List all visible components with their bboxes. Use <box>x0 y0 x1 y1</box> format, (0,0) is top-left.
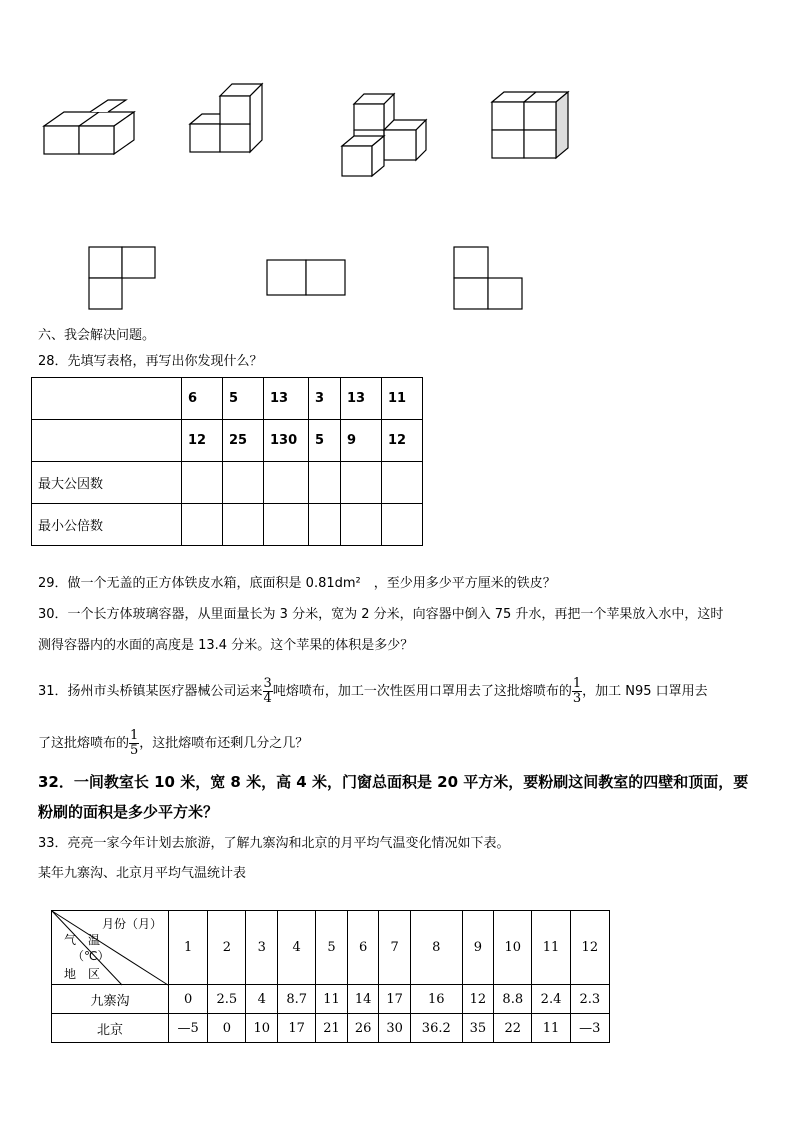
fraction-numerator: 3 <box>263 676 272 691</box>
cube-figure-4 <box>490 88 570 163</box>
q28-cell: 11 <box>382 378 423 420</box>
answer-cell[interactable] <box>223 504 264 546</box>
fraction-denominator: 4 <box>263 691 272 706</box>
q28-prompt: 28．先填写表格，再写出你发现什么？ <box>38 354 263 369</box>
month-header: 2 <box>208 911 246 985</box>
q28-cell: 12 <box>382 420 423 462</box>
fraction-denominator: 5 <box>130 743 139 758</box>
q31-part3: ，加工 N95 口罩用去 <box>582 684 708 699</box>
diagonal-header-cell <box>52 911 169 985</box>
header-month: 月份（月） <box>102 917 163 931</box>
month-header: 8 <box>410 911 462 985</box>
q28-cell: 5 <box>223 378 264 420</box>
q28-cell: 6 <box>182 378 223 420</box>
q28-gcd-label: 最大公因数 <box>32 462 182 504</box>
view-shape-1 <box>88 246 158 311</box>
q28-cell: 5 <box>309 420 341 462</box>
temp-cell: 36.2 <box>410 1014 462 1043</box>
temp-cell: —3 <box>570 1014 609 1043</box>
answer-cell[interactable] <box>182 462 223 504</box>
temp-cell: 0 <box>208 1014 246 1043</box>
q31-part5: ，这批熔喷布还剩几分之几？ <box>139 736 309 751</box>
month-header: 9 <box>462 911 494 985</box>
q31-line1 <box>38 674 708 710</box>
q28-cell: 12 <box>182 420 223 462</box>
temp-cell: 14 <box>347 985 379 1014</box>
q28-table <box>31 377 423 546</box>
answer-cell[interactable] <box>309 462 341 504</box>
temp-cell: 16 <box>410 985 462 1014</box>
region-label: 九寨沟 <box>52 985 169 1014</box>
q31-part1: 31．扬州市头桥镇某医疗器械公司运来 <box>38 684 263 699</box>
q30-line1: 30．一个长方体玻璃容器，从里面量长为 3 分米，宽为 2 分米，向容器中倒入 75 升水，再把一个苹果放入水中，这时 <box>38 607 724 622</box>
header-temp: 气 温 <box>64 933 101 947</box>
cube-figure-1 <box>40 98 130 158</box>
fraction-numerator: 1 <box>130 728 139 743</box>
section-title: 六、我会解决问题。 <box>38 328 156 343</box>
temp-cell: 8.7 <box>278 985 316 1014</box>
month-header: 5 <box>316 911 348 985</box>
temp-cell: 8.8 <box>494 985 532 1014</box>
cube-figure-3 <box>338 90 433 180</box>
month-header: 11 <box>532 911 570 985</box>
q33-table-title: 某年九寨沟、北京月平均气温统计表 <box>38 866 247 881</box>
month-header: 1 <box>169 911 208 985</box>
month-header: 10 <box>494 911 532 985</box>
temp-cell: 2.5 <box>208 985 246 1014</box>
q28-lcm-label: 最小公倍数 <box>32 504 182 546</box>
q28-cell: 3 <box>309 378 341 420</box>
answer-cell[interactable] <box>309 504 341 546</box>
fraction-3-4 <box>263 677 273 706</box>
fraction-1-3 <box>572 677 582 706</box>
fraction-denominator: 3 <box>572 691 582 706</box>
region-label: 北京 <box>52 1014 169 1043</box>
q31-part4: 了这批熔喷布的 <box>38 736 130 751</box>
q28-cell: 25 <box>223 420 264 462</box>
q33-table <box>51 910 610 1043</box>
q33-prompt: 33．亮亮一家今年计划去旅游，了解九寨沟和北京的月平均气温变化情况如下表。 <box>38 836 510 851</box>
view-shape-2 <box>266 259 348 299</box>
fraction-numerator: 1 <box>572 676 582 691</box>
q28-cell: 13 <box>341 378 382 420</box>
temp-cell: 17 <box>379 985 411 1014</box>
temp-cell: 11 <box>532 1014 570 1043</box>
month-header: 12 <box>570 911 609 985</box>
cube-figure-2 <box>188 82 268 157</box>
q32-line2: 粉刷的面积是多少平方米？ <box>38 803 219 821</box>
q31-line2 <box>38 726 308 762</box>
answer-cell[interactable] <box>341 504 382 546</box>
q29-text: 29．做一个无盖的正方体铁皮水箱，底面积是 0.81dm² ，至少用多少平方厘米的铁皮？ <box>38 576 556 591</box>
q30-line2: 测得容器内的水面的高度是 13.4 分米。这个苹果的体积是多少？ <box>38 638 414 653</box>
temp-cell: 2.3 <box>570 985 609 1014</box>
answer-cell[interactable] <box>341 462 382 504</box>
month-header: 7 <box>379 911 411 985</box>
q28-blank-header <box>32 378 182 420</box>
answer-cell[interactable] <box>182 504 223 546</box>
answer-cell[interactable] <box>264 504 309 546</box>
header-unit: （℃） <box>72 949 110 963</box>
month-header: 3 <box>246 911 278 985</box>
temp-cell: 12 <box>462 985 494 1014</box>
temp-cell: 2.4 <box>532 985 570 1014</box>
answer-cell[interactable] <box>382 504 423 546</box>
temp-cell: —5 <box>169 1014 208 1043</box>
header-region: 地 区 <box>64 967 101 981</box>
month-header: 4 <box>278 911 316 985</box>
temp-cell: 35 <box>462 1014 494 1043</box>
temp-cell: 30 <box>379 1014 411 1043</box>
answer-cell[interactable] <box>382 462 423 504</box>
answer-cell[interactable] <box>223 462 264 504</box>
temp-cell: 17 <box>278 1014 316 1043</box>
q28-cell: 9 <box>341 420 382 462</box>
temp-cell: 22 <box>494 1014 532 1043</box>
q28-cell: 13 <box>264 378 309 420</box>
view-shape-3 <box>453 246 525 311</box>
q28-cell: 130 <box>264 420 309 462</box>
q31-part2: 吨熔喷布，加工一次性医用口罩用去了这批熔喷布的 <box>272 684 572 699</box>
q32-line1: 32．一间教室长 10 米，宽 8 米，高 4 米，门窗总面积是 20 平方米，要粉刷这间教室的四壁和顶面，要 <box>38 773 749 791</box>
temp-cell: 26 <box>347 1014 379 1043</box>
answer-cell[interactable] <box>264 462 309 504</box>
temp-cell: 21 <box>316 1014 348 1043</box>
q28-blank-header <box>32 420 182 462</box>
fraction-1-5 <box>129 729 139 758</box>
temp-cell: 0 <box>169 985 208 1014</box>
temp-cell: 11 <box>316 985 348 1014</box>
temp-cell: 4 <box>246 985 278 1014</box>
temp-cell: 10 <box>246 1014 278 1043</box>
month-header: 6 <box>347 911 379 985</box>
